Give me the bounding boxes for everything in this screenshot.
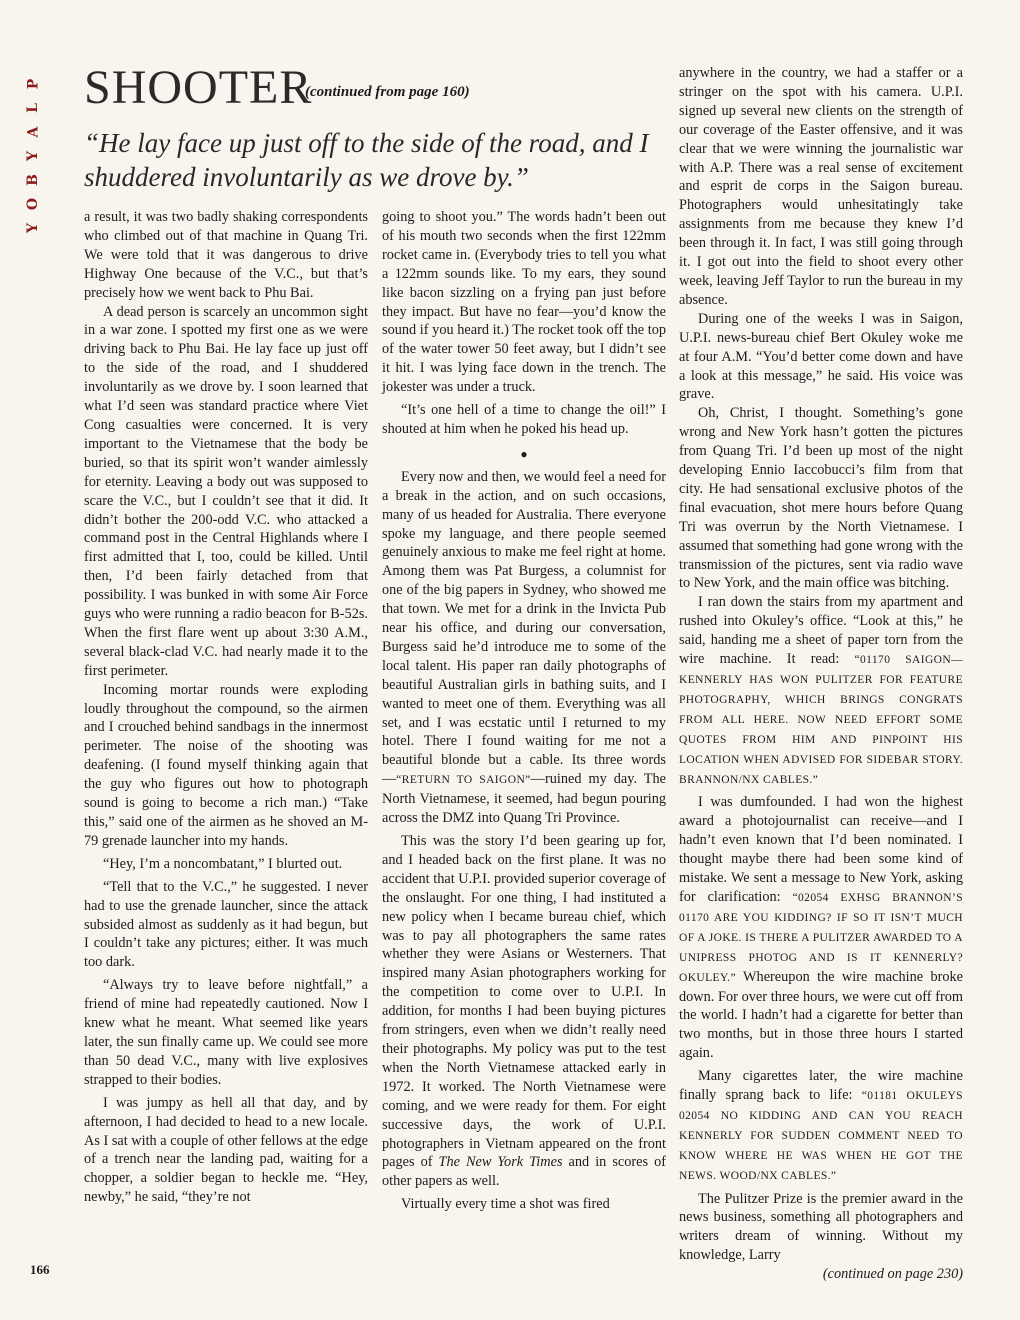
paragraph-text: and in scores of other papers as well. — [382, 1154, 666, 1190]
paragraph: Oh, Christ, I thought. Something’s gone wrong and New York hasn’t gotten the pictures from Quang Tri. I’d been up most of the night developing Ennio Iaccobucci’s film from that city. He had sensational exclusive photos of the final evacuation, shot mere hours before Quang Tri was overrun by the North Vietnamese. I assumed that something had gone wrong with the transmission of the pictures, sent via radio wave to New York, and the main office was bitching. — [679, 405, 963, 592]
magazine-tag-letter: L — [25, 103, 41, 113]
article-title: SHOOTER — [84, 61, 313, 114]
pull-quote: “He lay face up just off to the side of the road, and I shuddered involuntarily as we drove by.” — [84, 128, 649, 192]
paragraph-text: —ruined my day. The North Vietnamese, it seemed, had begun pouring across the DMZ into Quang Tri Province. — [382, 771, 666, 827]
magazine-tag-letter: O — [24, 197, 41, 211]
paragraph-text: This was the story I’d been gearing up for, and I headed back on the first plane. It was no accident that U.P.I. provided superior coverage of the onslaught. For one thing, I had instituted a new policy when I became bureau chief, which was to pay all photographers the same rates whether they were Asians or Westerners. That inspired many Asian photographers working for the competition to come over to U.P.I. In addition, for months I had been buying pictures from stringers, even when we didn’t really need their photographs. My policy was put to the test when the North Vietnamese attacked early in 1972. It worked. The North Vietnamese were coming, and we were ready for them. For eight successive days, the work of U.P.I. photographers in Vietnam appeared on the front pages of — [382, 833, 666, 1171]
continued-on-note: (continued on page 230) — [822, 1266, 963, 1283]
section-separator: ● — [520, 446, 528, 461]
paragraph-text: Whereupon the wire machine broke down. For over three hours, we were cut off from the world. I hadn’t had a cigarette for better than two months, but in those three hours I started again. — [679, 968, 963, 1062]
cable-text: “RETURN TO SAIGON” — [396, 774, 531, 787]
paragraph: a result, it was two badly shaking correspondents who climbed out of that machine in Quang Tri. We were told that it was dangerous to drive Highway One because of the V.C., but that’s precisely how we went back to Phu Bai. — [84, 209, 368, 301]
magazine-tag-letter: A — [25, 126, 41, 138]
paragraph: “It’s one hell of a time to change the oil!” I shouted at him when he poked his head up. — [382, 402, 666, 437]
continued-from-note: (continued from page 160) — [305, 84, 470, 100]
paragraph: I was jumpy as hell all that day, and by afternoon, I had decided to head to a new locale. As I sat with a couple of other fellows at the edge of a trench near the landing pad, waiting for a chopper, a soldier began to heckle me. “Hey, newby,” he said, “they’re not — [84, 1094, 368, 1206]
paragraph: “Tell that to the V.C.,” he suggested. I never had to use the grenade launcher, since the attack subsided almost as suddenly as it had begun, but I couldn’t take any pictures; either. It was much too dark. — [84, 878, 368, 971]
column-1 — [84, 208, 368, 1207]
paragraph: A dead person is scarcely an uncommon sight in a war zone. I spotted my first one as we were driving back to Phu Bai. He lay face up just off to the side of the road, and I shuddered involuntarily as we drove by. I soon learned that what I’d seen was standard practice where Viet Cong casualties were concerned. It is very important to the Vietnamese that the body be buried, so that its spirit won’t wander aimlessly for eternity. Leaving a body out was supposed to scare the V.C., but I couldn’t see that it did. It didn’t bother the 200-odd V.C. who attacked a command post in the Central Highlands where I first admitted that I, too, could be killed. Until then, I’d been fairly detached from that possibility. I was bunked in with some Air Force guys who were running a radio beacon for B-52s. When the first flare went up about 3:30 A.M., several black-clad V.C. had nearly made it to the first perimeter. — [84, 303, 368, 679]
magazine-tag-letter: B — [25, 174, 41, 186]
magazine-tag-letter: P — [25, 78, 41, 90]
paragraph-text: I was dumfounded. I had won the highest award a photojournalist can receive—and I hadn’t even known that I’d been nominated. I thought maybe there had been some kind of mistake. We sent a message to New York, asking for clarification: — [679, 794, 963, 905]
paragraph — [679, 1067, 963, 1185]
magazine-tag — [18, 72, 48, 240]
cable-text: “02054 EXHSG BRANNON’S 01170 ARE YOU KIDDING? IF SO IT ISN’T MUCH OF A JOKE. IS THERE A PULITZER AWARDED TO A UNIPRESS PHOTOG AND IS IT KENNERLY? OKULEY.” — [679, 891, 963, 984]
paragraph: Virtually every time a shot was fired — [401, 1196, 610, 1213]
magazine-tag-letter: Y — [25, 223, 41, 233]
paragraph-text: Many cigarettes later, the wire machine finally sprang back to life: — [679, 1068, 963, 1104]
paragraph: anywhere in the country, we had a staffer or a stringer on the spot with his camera. U.P.I. signed up several new clients on the strength of our coverage of the Easter offensive, and it was clear that we were winning the journalistic war with A.P. There was a real sense of excitement and esprit de corps in the Saigon bureau. Photographers would unhesitatingly take assignments from me because they knew I’d been through it. In fact, I was still going through it. I got out into the field to shoot every other week, leaving Jeff Taylor to run the bureau in my absence. — [679, 65, 963, 308]
cable-text: “01170 SAIGON—KENNERLY HAS WON PULITZER FOR FEATURE PHOTOGRAPHY, WHICH BRINGS CONGRATS FROM ALL HERE. NOW NEED EFFORT SOME QUOTES FROM HIM AND PINPOINT HIS LOCATION WHEN ADVISED FOR SIDEBAR STORY. BRANNON/NX CABLES.” — [679, 654, 963, 786]
paragraph-text: Every now and then, we would feel a need for a break in the action, and on such occasions, many of us headed for Australia. There everyone spoke my language, and there people seemed genuinely anxious to make me feel right at home. Among them was Pat Burgess, a columnist for one of the big papers in Sydney, who showed me that town. We met for a drink in the Invicta Pub near his office, and during our conversation, Burgess said he’d introduce me to some of the local talent. His paper ran daily photographs of beautiful Australian girls in bathing suits, and I wanted to meet one of them. Everything was all set, and I was ecstatic until I returned to my hotel. There I found waiting for me not a beautiful blonde but a cable. Its three words— — [382, 468, 666, 788]
paragraph: The Pulitzer Prize is the premier award in the news business, something all photographers and writers dream of winning. Without my knowledge, Larry — [679, 1190, 963, 1264]
cable-text: “01181 OKULEYS 02054 NO KIDDING AND CAN YOU REACH KENNERLY FOR SUDDEN COMMENT NEED TO KNOW WHERE HE WAS WHEN HE GOT THE NEWS. WOOD/NX CABLES.” — [679, 1090, 963, 1182]
paragraph — [382, 832, 666, 1191]
magazine-tag-letter: Y — [25, 151, 41, 161]
publication-name: The New York Times — [438, 1154, 563, 1171]
paragraph — [679, 593, 963, 789]
column-3 — [679, 64, 963, 1284]
paragraph: going to shoot you.” The words hadn’t been out of his mouth two seconds when the first 122mm rocket came in. (Everybody tries to tell you what a 122mm sounds like. To my ears, they sound like bacon sizzling on a frying pan just before they impact. But have no fear—you’d know the sound if you heard it.) The rocket took off the top of the water tower 50 feet away, but I didn’t see it hit. I was lying face down in the trench. The jokester was under a truck. — [382, 209, 666, 396]
paragraph: Incoming mortar rounds were exploding loudly throughout the compound, so the airmen and I crouched behind sandbags in the innermost perimeter. The noise of the shooting was deafening. (I found myself thinking again that the guy who figures out how to photograph sound is going to become a rich man.) “Take this,” said one of the airmen as he shoved an M-79 grenade launcher into my hands. — [84, 681, 368, 849]
paragraph: During one of the weeks I was in Saigon, U.P.I. news-bureau chief Bert Okuley woke me at four A.M. “You’d better come down and have a look at this message,” he said. His voice was grave. — [679, 310, 963, 403]
column-2 — [382, 208, 666, 1214]
paragraph — [679, 793, 963, 1063]
paragraph: “Hey, I’m a noncombatant,” I blurted out. — [103, 855, 343, 872]
paragraph: “Always try to leave before nightfall,” a friend of mine had repeatedly cautioned. Now I knew what he meant. What seemed like years later, the sun finally came up. We could see more than 50 dead V.C., many with live explosives strapped to their bodies. — [84, 977, 368, 1088]
page-number: 166 — [30, 1262, 50, 1277]
paragraph-text: I ran down the stairs from my apartment and rushed into Okuley’s office. “Look at this,” he said, handing me a sheet of paper torn from the wire machine. It read: — [679, 594, 963, 668]
paragraph — [382, 468, 666, 828]
